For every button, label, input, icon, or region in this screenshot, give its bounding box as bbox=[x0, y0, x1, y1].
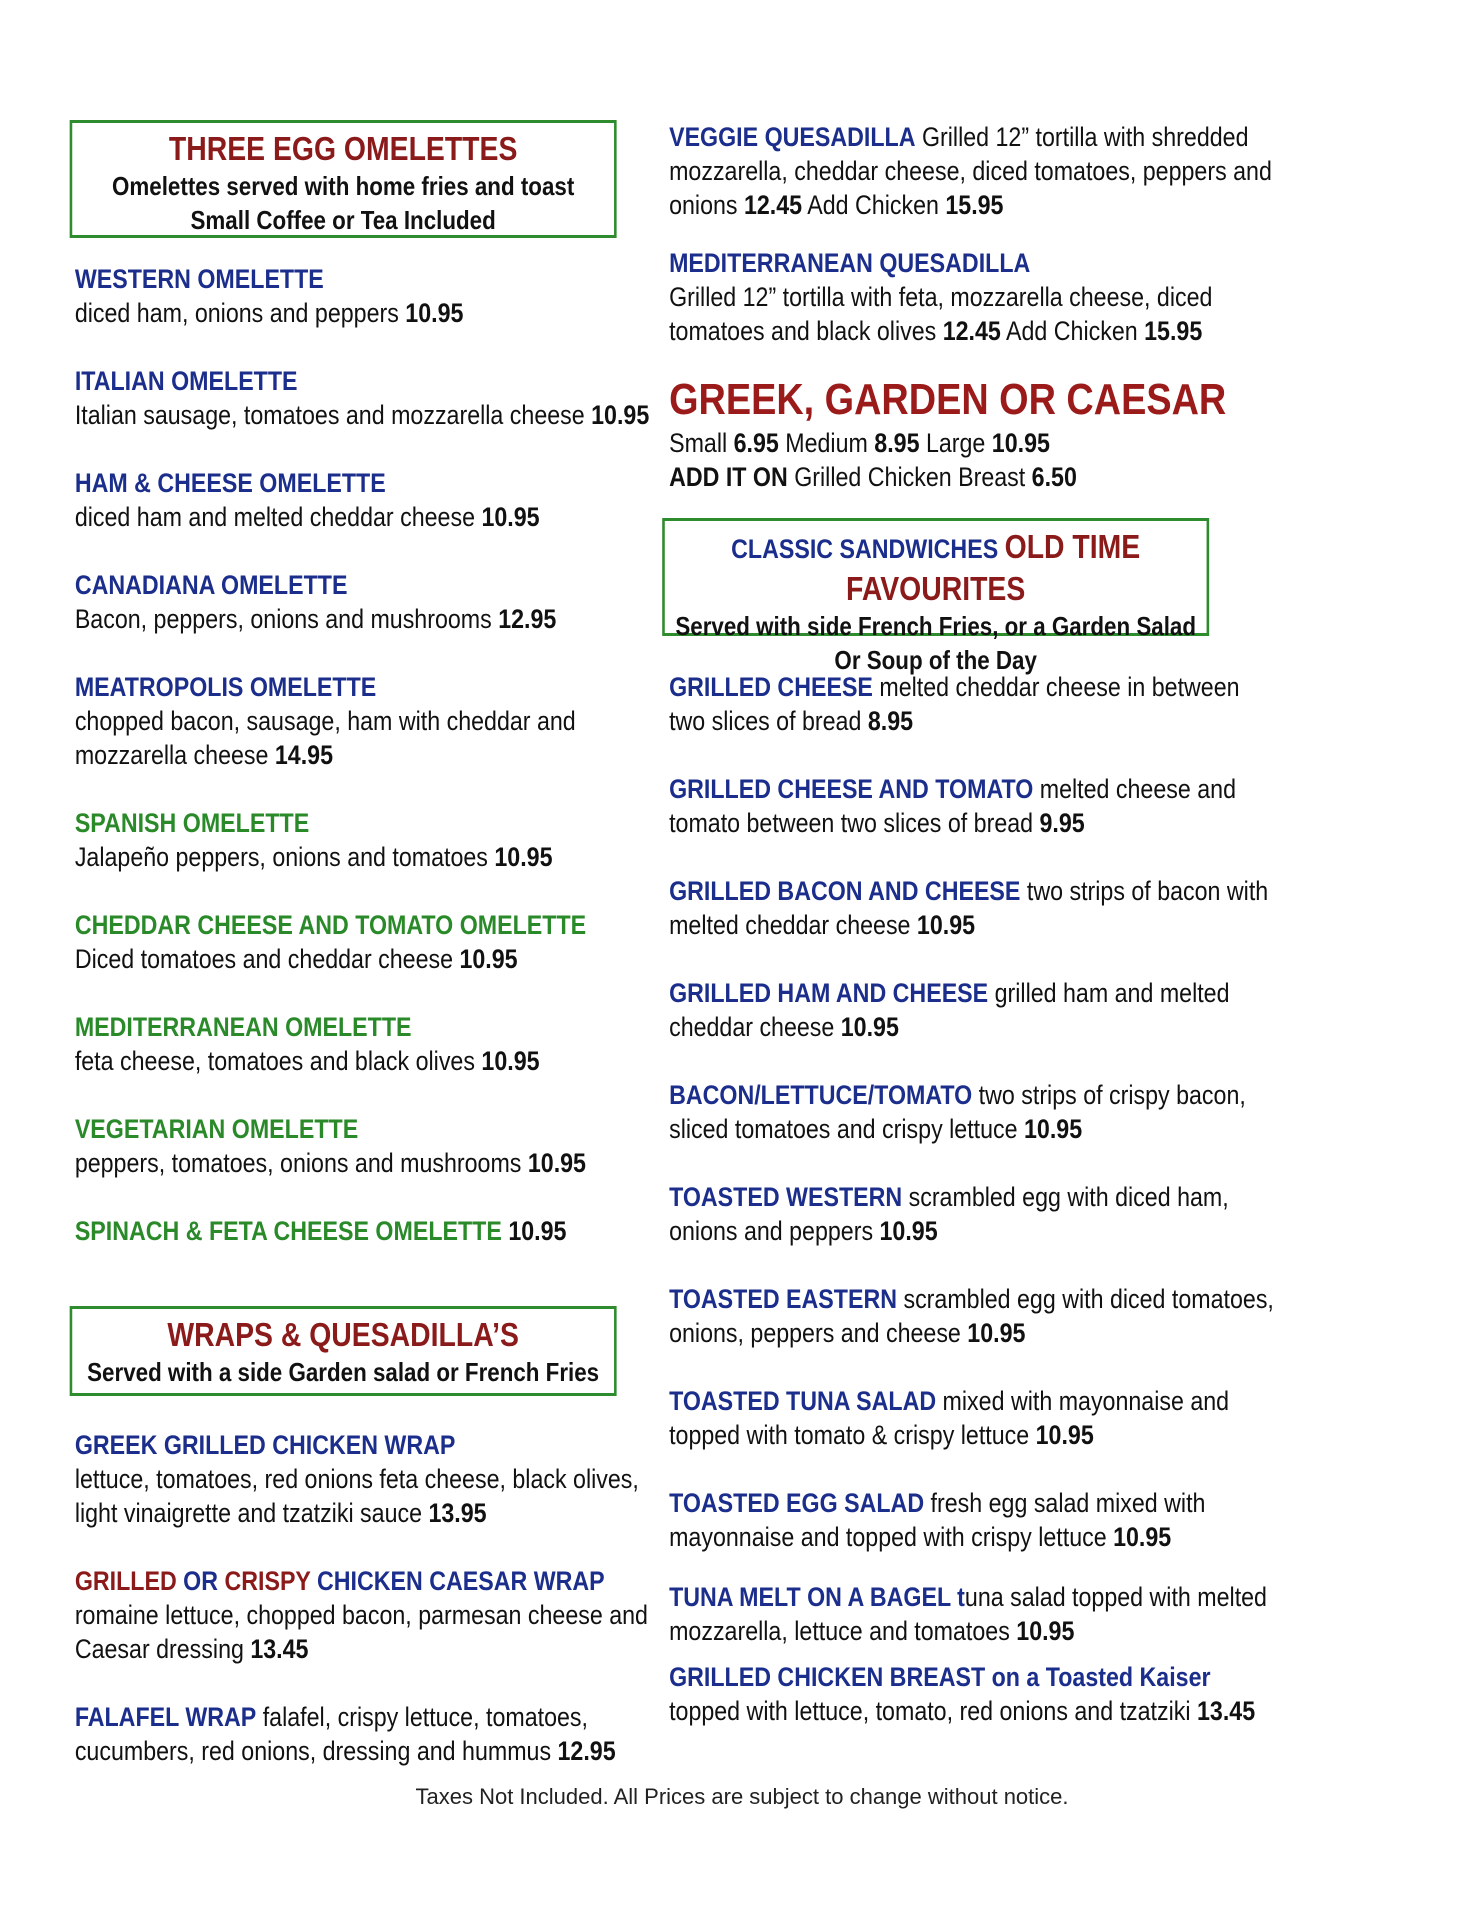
item-name: TOASTED WESTERN bbox=[669, 1182, 903, 1212]
salad-price: 6.95 bbox=[733, 428, 779, 458]
omelettes-title: THREE EGG OMELETTES bbox=[168, 130, 518, 167]
item-name: HAM & CHEESE OMELETTE bbox=[74, 468, 386, 498]
item-price: 12.95 bbox=[498, 604, 557, 634]
item-name: TOASTED TUNA SALAD bbox=[669, 1386, 937, 1416]
menu-item-greek-chicken-wrap bbox=[75, 1428, 639, 1530]
item-name: SPANISH OMELETTE bbox=[74, 808, 310, 838]
item-price: 10.95 bbox=[967, 1318, 1026, 1348]
item-addon-price: 15.95 bbox=[945, 190, 1004, 220]
salad-size-label: Small bbox=[669, 428, 734, 458]
item-name: CHEDDAR CHEESE AND TOMATO OMELETTE bbox=[74, 910, 587, 940]
menu-item-grilled-cheese bbox=[669, 670, 1239, 738]
salad-section bbox=[669, 374, 1226, 494]
item-desc: mayonnaise and topped with crispy lettuce bbox=[669, 1522, 1114, 1552]
item-price: 14.95 bbox=[274, 740, 333, 770]
item-desc: onions bbox=[669, 190, 744, 220]
salad-addon-label: ADD IT ON bbox=[669, 462, 788, 492]
sandwiches-header-box bbox=[662, 518, 1209, 675]
item-desc: cucumbers, red onions, dressing and hummus bbox=[74, 1736, 558, 1766]
item-price: 10.95 bbox=[1035, 1420, 1094, 1450]
item-name: CANADIANA OMELETTE bbox=[74, 570, 348, 600]
item-name: TUNA MELT ON A BAGEL t bbox=[669, 1582, 965, 1612]
wraps-subtitle: Served with a side Garden salad or French Fries bbox=[87, 1357, 600, 1387]
item-name: GRILLED CHICKEN BREAST on a Toasted Kaiser bbox=[669, 1662, 1211, 1692]
salad-size-label: Medium bbox=[778, 428, 875, 458]
item-price: 8.95 bbox=[867, 706, 914, 736]
menu-item-grilled-ham-cheese bbox=[669, 976, 1229, 1044]
item-price: 10.95 bbox=[527, 1148, 586, 1178]
item-price: 10.95 bbox=[481, 1046, 540, 1076]
item-price: 10.95 bbox=[405, 298, 464, 328]
item-desc: light vinaigrette and tzatziki sauce bbox=[74, 1498, 429, 1528]
item-desc: Italian sausage, tomatoes and mozzarella cheese bbox=[74, 400, 592, 430]
sandwiches-title-2: OLD TIME FAVOURITES bbox=[846, 528, 1141, 607]
item-price: 13.45 bbox=[1196, 1696, 1256, 1726]
wraps-title: WRAPS & QUESADILLA’S bbox=[167, 1316, 519, 1353]
item-name: GRILLED BACON AND CHEESE bbox=[669, 876, 1021, 906]
menu-item-western-omelette bbox=[75, 262, 464, 330]
item-name: GREEK GRILLED CHICKEN WRAP bbox=[74, 1430, 456, 1460]
menu-item-toasted-eastern bbox=[669, 1282, 1274, 1350]
item-desc: two slices of bread bbox=[669, 706, 868, 736]
item-price: 10.95 bbox=[840, 1012, 899, 1042]
item-price: 10.95 bbox=[494, 842, 553, 872]
item-addon: Add Chicken bbox=[1000, 316, 1145, 346]
menu-item-caesar-wrap bbox=[75, 1564, 648, 1666]
item-desc: tomato between two slices of bread bbox=[669, 808, 1040, 838]
item-desc: melted cheddar cheese bbox=[669, 910, 917, 940]
item-desc: Caesar dressing bbox=[74, 1634, 251, 1664]
item-name: TOASTED EGG SALAD bbox=[669, 1488, 925, 1518]
menu-item-toasted-egg-salad bbox=[669, 1486, 1205, 1554]
item-name: FALAFEL WRAP bbox=[74, 1702, 257, 1732]
item-name: VEGGIE QUESADILLA bbox=[669, 122, 916, 152]
footer-disclaimer: Taxes Not Included. All Prices are subject to change without notice. bbox=[415, 1784, 1069, 1809]
item-desc: diced ham, onions and peppers bbox=[74, 298, 406, 328]
menu-item-grilled-chicken-breast bbox=[669, 1660, 1255, 1728]
item-desc: topped with tomato & crispy lettuce bbox=[669, 1420, 1036, 1450]
item-desc: topped with lettuce, tomato, red onions and tzatziki bbox=[669, 1696, 1197, 1726]
item-name: MEDITERRANEAN OMELETTE bbox=[74, 1012, 412, 1042]
item-desc: grilled ham and melted bbox=[988, 978, 1230, 1008]
item-desc: mozzarella cheese bbox=[74, 740, 275, 770]
item-name: GRILLED HAM AND CHEESE bbox=[669, 978, 989, 1008]
item-name-part: CRISPY bbox=[224, 1566, 311, 1596]
item-desc: two strips of crispy bacon, bbox=[972, 1080, 1246, 1110]
salad-addon-price: 6.50 bbox=[1031, 462, 1077, 492]
item-desc: cheddar cheese bbox=[669, 1012, 841, 1042]
menu-item-meatropolis-omelette bbox=[75, 670, 576, 772]
salad-title: GREEK, GARDEN OR CAESAR bbox=[669, 375, 1227, 424]
menu-item-spanish-omelette bbox=[75, 806, 553, 874]
item-name: MEATROPOLIS OMELETTE bbox=[74, 672, 377, 702]
item-price: 9.95 bbox=[1039, 808, 1085, 838]
menu-item-grilled-bacon-cheese bbox=[669, 874, 1268, 942]
menu-item-toasted-tuna-salad bbox=[669, 1384, 1229, 1452]
menu-item-blt bbox=[669, 1078, 1246, 1146]
sandwiches-title: CLASSIC SANDWICHES bbox=[731, 534, 1005, 564]
menu-item-ham-cheese-omelette bbox=[75, 466, 540, 534]
item-desc: Bacon, peppers, onions and mushrooms bbox=[74, 604, 499, 634]
item-desc: scrambled egg with diced ham, bbox=[902, 1182, 1229, 1212]
item-name-part: GRILLED bbox=[74, 1566, 177, 1596]
menu-item-falafel-wrap bbox=[75, 1700, 616, 1768]
item-name-part: OR bbox=[176, 1566, 225, 1596]
item-name: TOASTED EASTERN bbox=[669, 1284, 898, 1314]
item-desc: fresh egg salad mixed with bbox=[924, 1488, 1206, 1518]
salad-price: 10.95 bbox=[991, 428, 1050, 458]
item-desc: mixed with mayonnaise and bbox=[936, 1386, 1230, 1416]
sandwiches-subtitle: Served with side French Fries, or a Garden Salad bbox=[675, 611, 1197, 641]
item-price: 12.45 bbox=[942, 316, 1001, 346]
item-price: 10.95 bbox=[879, 1216, 938, 1246]
item-name: WESTERN OMELETTE bbox=[74, 264, 324, 294]
item-desc: romaine lettuce, chopped bacon, parmesan cheese and bbox=[74, 1600, 648, 1630]
menu-item-mediterranean-quesadilla bbox=[669, 246, 1212, 348]
omelettes-subtitle-2: Small Coffee or Tea Included bbox=[190, 205, 496, 235]
item-desc: Grilled 12” tortilla with feta, mozzarella cheese, diced bbox=[669, 282, 1213, 312]
item-name: GRILLED CHEESE bbox=[669, 672, 873, 702]
item-addon-price: 15.95 bbox=[1144, 316, 1203, 346]
item-desc: sliced tomatoes and crispy lettuce bbox=[669, 1114, 1025, 1144]
menu-item-grilled-cheese-tomato bbox=[669, 772, 1236, 840]
item-desc: peppers, tomatoes, onions and mushrooms bbox=[74, 1148, 528, 1178]
item-desc: mozzarella, cheddar cheese, diced tomatoes, peppers and bbox=[669, 156, 1272, 186]
item-price: 10.95 bbox=[1024, 1114, 1083, 1144]
salad-addon-desc: Grilled Chicken Breast bbox=[787, 462, 1032, 492]
item-desc: onions, peppers and cheese bbox=[669, 1318, 968, 1348]
item-desc: onions and peppers bbox=[669, 1216, 880, 1246]
item-name: ITALIAN OMELETTE bbox=[74, 366, 298, 396]
item-desc: two strips of bacon with bbox=[1020, 876, 1269, 906]
salad-price: 8.95 bbox=[874, 428, 920, 458]
item-name-part: CHICKEN CAESAR WRAP bbox=[310, 1566, 605, 1596]
item-desc: diced ham and melted cheddar cheese bbox=[74, 502, 482, 532]
menu-item-cheddar-tomato-omelette bbox=[75, 908, 586, 976]
menu-item-spinach-feta-omelette bbox=[75, 1214, 567, 1248]
item-name: VEGETARIAN OMELETTE bbox=[74, 1114, 359, 1144]
item-desc: scrambled egg with diced tomatoes, bbox=[897, 1284, 1274, 1314]
item-price: 13.45 bbox=[250, 1634, 309, 1664]
menu-item-toasted-western bbox=[669, 1180, 1229, 1248]
menu-item-tuna-melt-bagel bbox=[669, 1580, 1267, 1648]
menu-item-mediterranean-omelette bbox=[75, 1010, 540, 1078]
item-desc: Jalapeño peppers, onions and tomatoes bbox=[74, 842, 495, 872]
item-desc: Grilled 12” tortilla with shredded bbox=[915, 122, 1249, 152]
item-desc: Diced tomatoes and cheddar cheese bbox=[74, 944, 460, 974]
item-price: 12.95 bbox=[557, 1736, 616, 1766]
item-price: 12.45 bbox=[743, 190, 803, 220]
omelettes-header-box bbox=[70, 120, 617, 238]
menu-item-italian-omelette bbox=[75, 364, 649, 432]
item-price: 10.95 bbox=[481, 502, 540, 532]
item-price: 10.95 bbox=[508, 1216, 567, 1246]
menu-item-canadiana-omelette bbox=[75, 568, 556, 636]
item-desc: lettuce, tomatoes, red onions feta cheese, black olives, bbox=[74, 1464, 639, 1494]
menu-item-vegetarian-omelette bbox=[75, 1112, 586, 1180]
omelettes-subtitle: Omelettes served with home fries and toast bbox=[112, 171, 575, 201]
item-desc: chopped bacon, sausage, ham with cheddar and bbox=[74, 706, 576, 736]
item-name: BACON/LETTUCE/TOMATO bbox=[669, 1080, 973, 1110]
item-desc: tomatoes and black olives bbox=[669, 316, 943, 346]
item-desc: mozzarella, lettuce and tomatoes bbox=[669, 1616, 1017, 1646]
item-desc: falafel, crispy lettuce, tomatoes, bbox=[256, 1702, 588, 1732]
item-name: GRILLED CHEESE AND TOMATO bbox=[669, 774, 1034, 804]
item-price: 10.95 bbox=[591, 400, 650, 430]
item-price: 10.95 bbox=[459, 944, 518, 974]
item-price: 10.95 bbox=[1016, 1616, 1075, 1646]
item-desc: una salad topped with melted bbox=[964, 1582, 1267, 1612]
item-name: SPINACH & FETA CHEESE OMELETTE bbox=[74, 1216, 502, 1246]
sandwiches-subtitle-2: Or Soup of the Day bbox=[834, 645, 1037, 675]
item-price: 13.95 bbox=[428, 1498, 487, 1528]
item-price: 10.95 bbox=[1113, 1522, 1172, 1552]
wraps-header-box bbox=[70, 1306, 617, 1396]
item-desc: melted cheddar cheese in between bbox=[872, 672, 1240, 702]
item-price: 10.95 bbox=[916, 910, 976, 940]
item-desc: feta cheese, tomatoes and black olives bbox=[74, 1046, 482, 1076]
item-desc: melted cheese and bbox=[1033, 774, 1236, 804]
salad-size-label: Large bbox=[919, 428, 992, 458]
menu-item-veggie-quesadilla bbox=[669, 120, 1272, 222]
item-name: MEDITERRANEAN QUESADILLA bbox=[669, 248, 1031, 278]
item-addon: Add Chicken bbox=[802, 190, 946, 220]
